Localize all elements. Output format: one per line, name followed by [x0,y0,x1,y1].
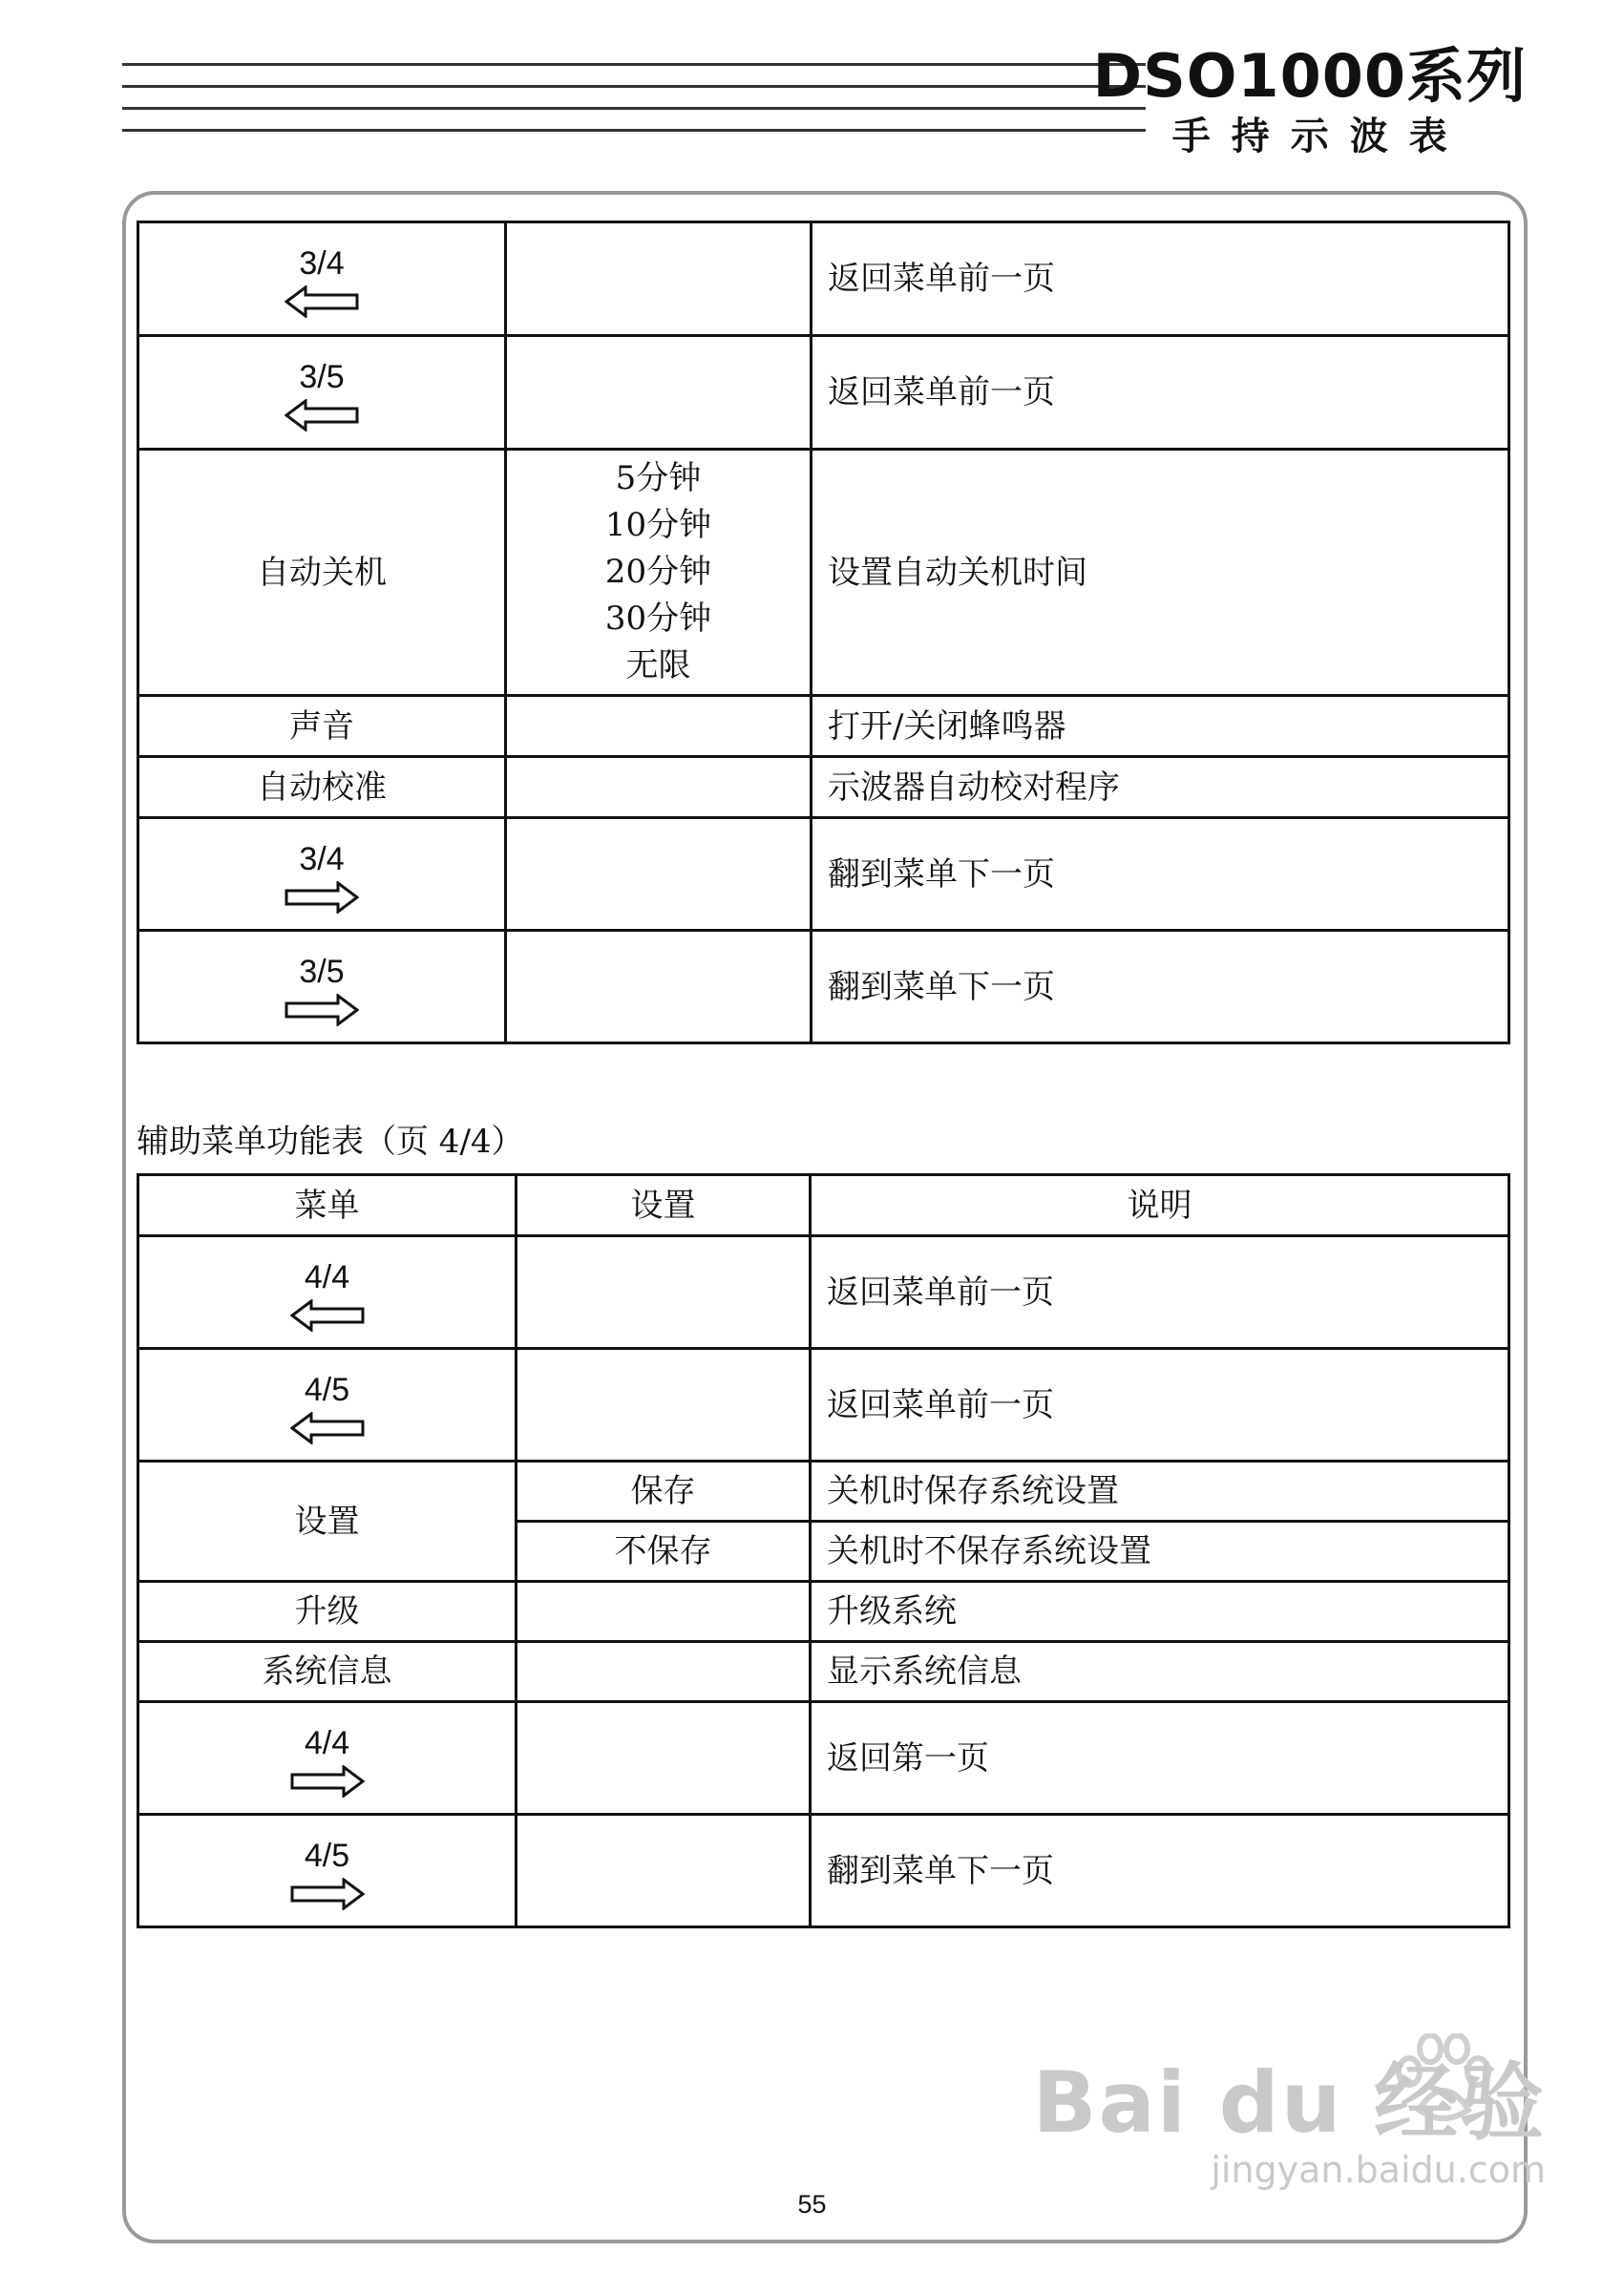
options-cell [506,450,812,696]
description-cell: 关机时不保存系统设置 [811,1522,1509,1582]
option-item: 20分钟 [604,553,712,591]
menu-page-number: 4/5 [304,1371,350,1408]
table-row [138,931,1509,1043]
description-cell: 关机时保存系统设置 [811,1462,1509,1522]
description-cell: 升级系统 [811,1582,1509,1642]
menu-table-page-4 [137,1173,1510,1928]
setting-cell [506,757,812,818]
setting-cell [506,696,812,757]
menu-cell [138,1236,517,1349]
setting-cell: 保存 [517,1462,811,1522]
description-cell: 返回第一页 [811,1702,1509,1815]
menu-page-number: 3/4 [299,245,345,282]
left-arrow-icon [290,1299,365,1332]
table-header-row [138,1175,1509,1236]
description-cell: 翻到菜单下一页 [812,818,1509,931]
menu-table-page-3 [137,221,1510,1044]
table-row [138,818,1509,931]
left-arrow-icon [285,285,359,318]
table-row [138,1815,1509,1927]
menu-cell: 声音 [138,696,506,757]
menu-cell [138,1349,517,1462]
menu-cell [138,931,506,1043]
setting-cell [517,1702,811,1815]
menu-page-number: 3/4 [299,840,345,877]
description-cell: 设置自动关机时间 [812,450,1509,696]
table-row [138,1642,1509,1702]
menu-page-number: 3/5 [299,359,345,395]
setting-cell [517,1582,811,1642]
menu-cell: 设置 [138,1462,517,1582]
header-brand [1093,38,1527,158]
menu-cell [138,1815,517,1927]
setting-cell: 不保存 [517,1522,811,1582]
table-row [138,1582,1509,1642]
table-row [138,450,1509,696]
menu-cell: 系统信息 [138,1642,517,1702]
menu-cell: 升级 [138,1582,517,1642]
menu-page-number: 4/4 [304,1724,350,1761]
menu-page-number: 4/5 [304,1837,350,1874]
column-header-menu: 菜单 [138,1175,517,1236]
table-row [138,336,1509,450]
description-cell: 返回菜单前一页 [812,222,1509,336]
option-item: 5分钟 [615,459,702,497]
menu-page-number: 4/4 [304,1258,350,1295]
table-row [138,1702,1509,1815]
description-cell: 返回菜单前一页 [812,336,1509,450]
table-row [138,757,1509,818]
setting-cell [517,1642,811,1702]
menu-cell [138,222,506,336]
watermark-brand: Bai du 经验 [1032,2053,1546,2152]
description-cell: 翻到菜单下一页 [811,1815,1509,1927]
page-number: 55 [797,2190,827,2219]
table-row [138,696,1509,757]
description-cell: 翻到菜单下一页 [812,931,1509,1043]
menu-cell [138,1702,517,1815]
table-caption: 辅助菜单功能表（页 4/4） [137,1123,524,1161]
right-arrow-icon [290,1765,365,1798]
watermark-url: jingyan.baidu.com [1211,2149,1546,2191]
option-item: 无限 [625,646,691,684]
setting-cell [506,222,812,336]
description-cell: 返回菜单前一页 [811,1236,1509,1349]
right-arrow-icon [285,881,359,914]
setting-cell [506,931,812,1043]
column-header-description: 说明 [811,1175,1509,1236]
watermark [1032,2053,1546,2191]
description-cell: 显示系统信息 [811,1642,1509,1702]
table-row [138,1236,1509,1349]
product-type-subtitle: 手持示波表 [1171,115,1468,158]
option-item: 10分钟 [604,506,712,544]
table-row [138,1349,1509,1462]
setting-cell [506,336,812,450]
left-arrow-icon [290,1412,365,1444]
menu-cell: 自动校准 [138,757,506,818]
option-item: 30分钟 [604,600,712,638]
menu-page-number: 3/5 [299,953,345,990]
table-row [138,1462,1509,1522]
description-cell: 打开/关闭蜂鸣器 [812,696,1509,757]
menu-cell: 自动关机 [138,450,506,696]
right-arrow-icon [285,994,359,1026]
right-arrow-icon [290,1878,365,1910]
setting-cell [517,1815,811,1927]
header-rule-lines [122,63,1146,151]
menu-cell [138,336,506,450]
product-series-title: DSO1000系列 [1092,41,1527,111]
column-header-setting: 设置 [517,1175,811,1236]
setting-cell [517,1349,811,1462]
description-cell: 返回菜单前一页 [811,1349,1509,1462]
setting-cell [506,818,812,931]
left-arrow-icon [285,399,359,431]
menu-cell [138,818,506,931]
setting-cell [517,1236,811,1349]
table-row [138,222,1509,336]
description-cell: 示波器自动校对程序 [812,757,1509,818]
